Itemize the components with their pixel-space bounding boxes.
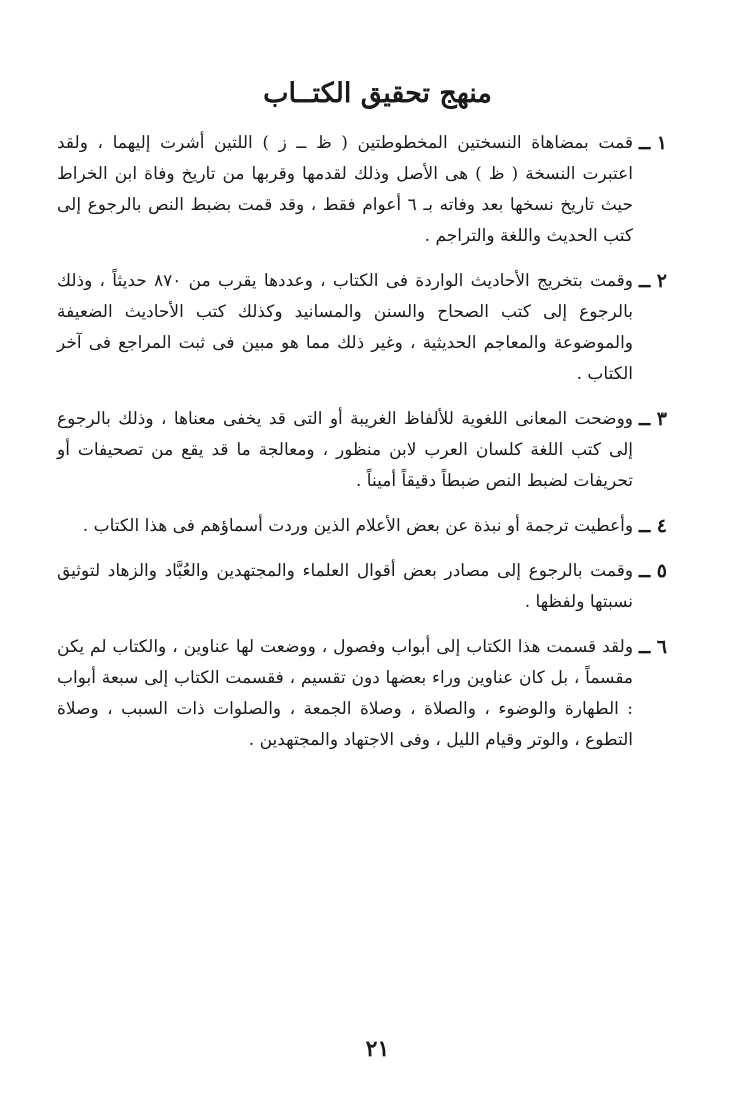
item-text: ولقد قسمت هذا الكتاب إلى أبواب وفصول ، ووضعت لها عناوين ، والكتاب لم يكن مقسماً ، بل كان عناوين وراء بعضها دون تقسيم ، فقسمت الكتاب إلى سبعة أبواب : الطهارة والوضوء ، والصلاة ، وصلاة الجمعة ، والصلوات ذات السبب ، وصلاة التطوع ، والوتر وقيام الليل ، وفى الاجتهاد والمجتهدين . [57,637,634,750]
item-number: ٣ ــ [639,408,667,430]
item-number: ٦ ــ [639,636,667,658]
item-number: ٢ ــ [639,270,667,292]
list-item [57,266,667,390]
item-text: قمت بمضاهاة النسختين المخطوطتين ( ظ ــ ز ) اللتين أشرت إليهما ، ولقد اعتبرت النسخة ( ظ ) هى الأصل وذلك لقدمها وقربها من تاريخ وفاة ابن الخراط حيث تاريخ نسخها بعد وفاته بـ ٦ أعوام فقط ، وقد قمت بضبط النص بالرجوع إلى كتب الحديث واللغة والتراجم . [57,133,634,246]
item-number: ٥ ــ [639,560,667,582]
item-number: ٤ ــ [639,515,667,537]
item-number: ١ ــ [639,132,667,154]
page-number: ٢١ [365,1036,390,1062]
list-item [57,404,667,497]
item-text: وقمت بالرجوع إلى مصادر بعض أقوال العلماء والمجتهدين والعُبَّاد والزهاد لتوثيق نسبتها ولفظها . [57,561,634,612]
list-item [57,632,667,756]
list-item [57,511,667,542]
item-text: ووضحت المعانى اللغوية للألفاظ الغريبة أو التى قد يخفى معناها ، وذلك بالرجوع إلى كتب اللغة كلسان العرب لابن منظور ، ومعالجة ما قد يقع من تصحيفات أو تحريفات لضبط النص ضبطاً دقيقاً أميناً . [57,409,634,491]
item-text: وأعطيت ترجمة أو نبذة عن بعض الأعلام الذين وردت أسماؤهم فى هذا الكتاب . [82,516,634,536]
page-title: منهج تحقيق الكتــاب [263,78,492,109]
methodology-list [57,128,667,770]
list-item [57,128,667,252]
list-item [57,556,667,618]
item-text: وقمت بتخريج الأحاديث الواردة فى الكتاب ، وعددها يقرب من ٨٧٠ حديثاً ، وذلك بالرجوع إلى كتب الصحاح والسنن والمسانيد وكذلك كتب الأحاديث الضعيفة والموضوعة والمعاجم الحديثية ، وغير ذلك مما هو مبين فى ثبت المراجع فى آخر الكتاب . [57,271,634,384]
